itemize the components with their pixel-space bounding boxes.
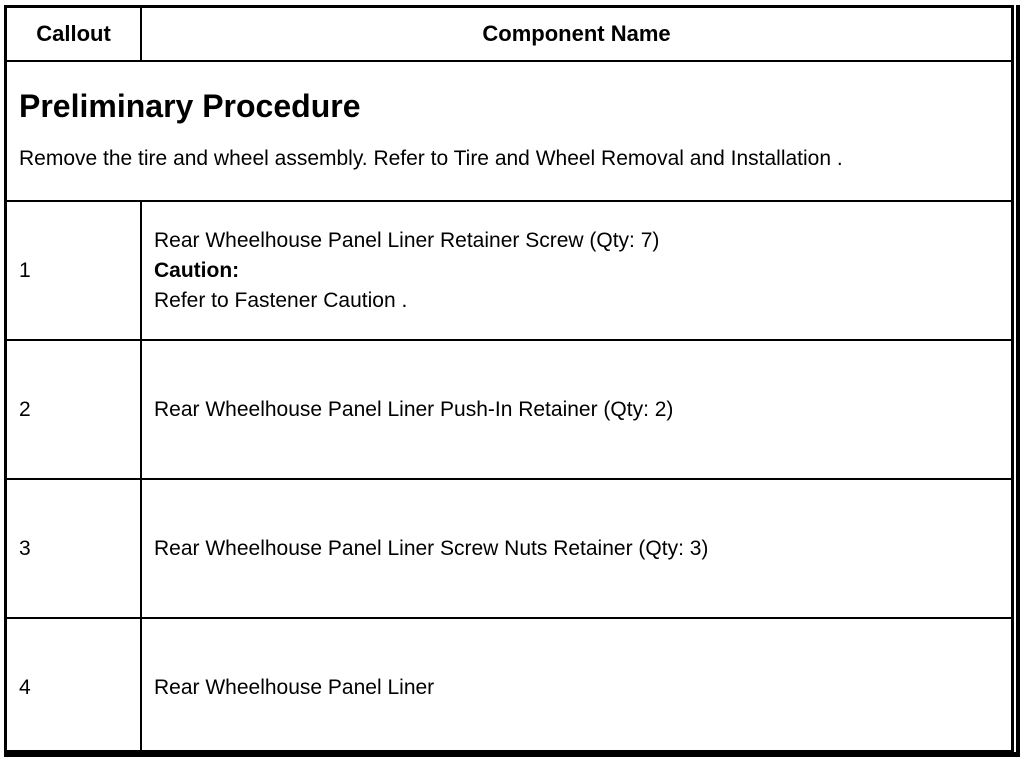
preliminary-procedure-title: Preliminary Procedure [19,88,361,124]
page-shadow-bottom [4,752,1020,757]
table-row [7,480,1011,619]
component-name-cell [142,341,1011,478]
page-shadow-right [1016,5,1020,757]
header-callout: Callout [7,8,142,60]
caution-label: Caution: [154,258,240,282]
callout-number: 3 [7,480,142,617]
component-name-cell [142,480,1011,617]
callout-number: 2 [7,341,142,478]
caution-text: Refer to Fastener Caution . [154,288,408,312]
table-row [7,619,1011,756]
preliminary-procedure-text: Remove the tire and wheel assembly. Refer to Tire and Wheel Removal and Installation . [19,147,843,170]
callout-number: 1 [7,202,142,339]
preliminary-procedure-row [7,62,1011,202]
component-name: Rear Wheelhouse Panel Liner Push-In Retainer (Qty: 2) [154,397,674,421]
callout-number: 4 [7,619,142,756]
component-name: Rear Wheelhouse Panel Liner Retainer Screw (Qty: 7) [154,228,660,252]
component-name: Rear Wheelhouse Panel Liner Screw Nuts Retainer (Qty: 3) [154,536,709,560]
component-name: Rear Wheelhouse Panel Liner [154,675,435,699]
header-component-name: Component Name [482,21,671,46]
component-name-cell [142,202,1011,339]
component-table [4,5,1014,753]
component-name-cell [142,619,1011,756]
table-row [7,341,1011,480]
table-row [7,202,1011,341]
table-header-row [7,8,1011,62]
